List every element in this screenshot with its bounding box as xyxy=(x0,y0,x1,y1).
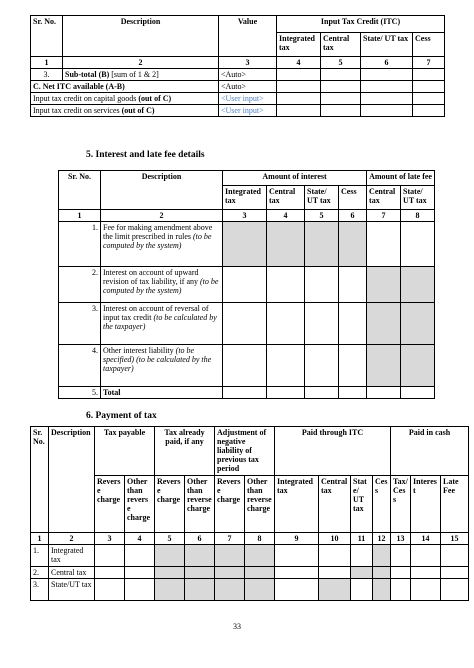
reverse-charge-header: Reverse charge xyxy=(215,476,245,533)
other-than-reverse-charge-header: Other than reverse charge xyxy=(245,476,275,533)
column-number: 4 xyxy=(267,210,305,222)
shaded-cell xyxy=(185,579,215,601)
cell[interactable] xyxy=(411,567,441,579)
row-description: Central tax xyxy=(49,567,95,579)
itc-header: Input Tax Credit (ITC) xyxy=(277,16,445,33)
shaded-cell xyxy=(215,545,245,567)
late-fee-header: Late Fee xyxy=(441,476,469,533)
column-number: 2 xyxy=(101,210,223,222)
cell[interactable] xyxy=(267,267,305,303)
central-tax-header: Central tax xyxy=(321,33,361,57)
shaded-cell xyxy=(367,345,401,387)
section-5-title: 5. Interest and late fee details xyxy=(86,150,205,160)
cell[interactable] xyxy=(339,303,367,345)
row-description: State/UT tax xyxy=(49,579,95,601)
state-ut-tax-header: State/ UT tax xyxy=(305,186,339,210)
cell[interactable] xyxy=(95,567,125,579)
row-description: Integrated tax xyxy=(49,545,95,567)
cell[interactable] xyxy=(401,387,435,399)
shaded-cell xyxy=(373,567,391,579)
central-tax-header: Central tax xyxy=(367,186,401,210)
cell[interactable] xyxy=(413,105,445,117)
row-description xyxy=(101,267,223,303)
column-number: 2 xyxy=(63,57,219,69)
shaded-cell xyxy=(245,567,275,579)
cell[interactable] xyxy=(125,579,155,601)
column-number: 5 xyxy=(321,57,361,69)
cell[interactable] xyxy=(361,105,413,117)
payment-of-tax-table xyxy=(30,426,469,601)
cell[interactable] xyxy=(277,81,321,93)
cell[interactable] xyxy=(223,387,267,399)
cell[interactable] xyxy=(351,545,373,567)
column-number: 11 xyxy=(351,533,373,545)
description-header: Description xyxy=(101,171,223,210)
column-number: 6 xyxy=(185,533,215,545)
cell[interactable] xyxy=(267,303,305,345)
cell[interactable] xyxy=(267,345,305,387)
row-description-bold: (out of C) xyxy=(138,94,172,103)
cell[interactable] xyxy=(277,93,321,105)
state-ut-tax-header: State/ UT tax xyxy=(401,186,435,210)
row-description-text: Interest on account of upward revision of tax liability, if any xyxy=(103,268,201,286)
column-number: 1 xyxy=(31,57,63,69)
shaded-cell xyxy=(373,545,391,567)
page-number: 33 xyxy=(233,622,241,631)
column-number: 7 xyxy=(367,210,401,222)
interest-late-fee-table xyxy=(58,170,435,399)
shaded-cell xyxy=(155,567,185,579)
cell[interactable] xyxy=(401,222,435,267)
table-row xyxy=(59,345,435,387)
sr-no-header: Sr. No. xyxy=(31,427,49,533)
cell[interactable] xyxy=(223,345,267,387)
cell[interactable] xyxy=(441,579,469,601)
shaded-cell xyxy=(319,579,351,601)
column-number-row xyxy=(31,533,469,545)
column-number: 7 xyxy=(215,533,245,545)
cell[interactable] xyxy=(367,222,401,267)
column-number: 6 xyxy=(361,57,413,69)
reverse-charge-header: Reverse charge xyxy=(155,476,185,533)
column-number: 14 xyxy=(411,533,441,545)
cell[interactable] xyxy=(321,105,361,117)
shaded-cell xyxy=(401,303,435,345)
cell[interactable] xyxy=(391,545,411,567)
row-description-rest: [sum of 1 & 2] xyxy=(109,70,159,79)
table-row xyxy=(31,81,445,93)
column-number: 8 xyxy=(401,210,435,222)
cell[interactable] xyxy=(411,545,441,567)
column-number: 9 xyxy=(275,533,319,545)
shaded-cell xyxy=(367,303,401,345)
cell[interactable] xyxy=(351,579,373,601)
row-description xyxy=(31,105,219,117)
cess-header: Cess xyxy=(413,33,445,57)
description-header: Description xyxy=(49,427,95,533)
column-number: 1 xyxy=(59,210,101,222)
shaded-cell xyxy=(401,345,435,387)
column-number: 5 xyxy=(155,533,185,545)
column-number: 4 xyxy=(277,57,321,69)
row-sr: 3. xyxy=(59,303,101,345)
column-number: 15 xyxy=(441,533,469,545)
cell[interactable] xyxy=(125,567,155,579)
adjustment-negative-liability-header: Adjustment of negative liability of previous tax period xyxy=(215,427,275,476)
tax-cess-header: Tax/ Cess xyxy=(391,476,411,533)
shaded-cell xyxy=(305,222,339,267)
state-ut-tax-header: State/ UT tax xyxy=(351,476,373,533)
row-description xyxy=(101,345,223,387)
row-description: Total xyxy=(101,387,223,399)
shaded-cell xyxy=(185,567,215,579)
cell[interactable] xyxy=(305,303,339,345)
row-sr: 3. xyxy=(31,579,49,601)
cell[interactable] xyxy=(391,579,411,601)
cell[interactable] xyxy=(223,267,267,303)
section-6-title: 6. Payment of tax xyxy=(86,411,157,421)
row-description-bold: (out of C) xyxy=(121,106,155,115)
cell[interactable] xyxy=(441,567,469,579)
row-description xyxy=(31,93,219,105)
row-description-text: Input tax credit on capital goods xyxy=(33,94,139,103)
table-row xyxy=(59,387,435,399)
column-number: 5 xyxy=(305,210,339,222)
column-number: 3 xyxy=(223,210,267,222)
cell[interactable] xyxy=(321,93,361,105)
cess-header: Cess xyxy=(373,476,391,533)
table-row xyxy=(31,105,445,117)
shaded-cell xyxy=(155,579,185,601)
shaded-cell xyxy=(401,267,435,303)
table-row xyxy=(31,579,469,601)
row-description-text: Interest on account of reversal of input tax credit xyxy=(103,304,209,322)
cell[interactable] xyxy=(321,69,361,81)
integrated-tax-header: Integrated tax xyxy=(277,33,321,57)
cell[interactable] xyxy=(305,387,339,399)
cell[interactable] xyxy=(223,303,267,345)
state-ut-tax-header: State/ UT tax xyxy=(361,33,413,57)
cell[interactable] xyxy=(275,579,319,601)
cell[interactable] xyxy=(319,545,351,567)
cell[interactable] xyxy=(339,345,367,387)
shaded-cell xyxy=(373,579,391,601)
cell[interactable] xyxy=(125,545,155,567)
cell[interactable] xyxy=(361,81,413,93)
cell[interactable] xyxy=(95,579,125,601)
table-row xyxy=(31,69,445,81)
sr-no-header: Sr. No. xyxy=(31,16,63,57)
column-number: 13 xyxy=(391,533,411,545)
row-description-bold: Sub-total (B) xyxy=(65,70,110,79)
row-sr: 5. xyxy=(59,387,101,399)
cell[interactable] xyxy=(339,267,367,303)
row-description-text: Fee for making amendment above the limit prescribed in rules xyxy=(103,223,213,241)
cell[interactable] xyxy=(411,579,441,601)
row-description xyxy=(101,303,223,345)
cess-header: Cess xyxy=(339,186,367,210)
row-sr: 3. xyxy=(31,69,63,81)
user-input-cell[interactable]: <User input> xyxy=(219,93,277,105)
column-number: 4 xyxy=(125,533,155,545)
cell[interactable] xyxy=(339,387,367,399)
row-sr: 1. xyxy=(31,545,49,567)
shaded-cell xyxy=(339,222,367,267)
row-sr: 2. xyxy=(59,267,101,303)
shaded-cell xyxy=(245,579,275,601)
integrated-tax-header: Integrated tax xyxy=(275,476,319,533)
shaded-cell xyxy=(185,545,215,567)
cell[interactable] xyxy=(305,345,339,387)
column-number: 12 xyxy=(373,533,391,545)
column-number: 6 xyxy=(339,210,367,222)
row-note: (to be computed by the system) xyxy=(103,232,212,250)
shaded-cell xyxy=(215,567,245,579)
cell[interactable] xyxy=(413,69,445,81)
value-header: Value xyxy=(219,16,277,57)
cell[interactable] xyxy=(275,545,319,567)
sr-no-header: Sr. No. xyxy=(59,171,101,210)
integrated-tax-header: Integrated tax xyxy=(223,186,267,210)
row-sr: 1. xyxy=(59,222,101,267)
cell[interactable] xyxy=(267,387,305,399)
column-number: 3 xyxy=(95,533,125,545)
value-cell: <Auto> xyxy=(219,81,277,93)
column-number: 3 xyxy=(219,57,277,69)
row-note: (to be computed by the system) xyxy=(103,277,219,295)
column-number-row xyxy=(59,210,435,222)
table-row xyxy=(31,545,469,567)
cell[interactable] xyxy=(361,69,413,81)
cell[interactable] xyxy=(321,81,361,93)
table-row xyxy=(31,567,469,579)
column-number: 8 xyxy=(245,533,275,545)
row-description-text: Input tax credit on services xyxy=(33,106,122,115)
shaded-cell xyxy=(215,579,245,601)
paid-through-itc-header: Paid through ITC xyxy=(275,427,391,476)
table-row xyxy=(59,303,435,345)
row-note: (to be calculated by the taxpayer) xyxy=(103,313,217,331)
shaded-cell xyxy=(223,222,267,267)
shaded-cell xyxy=(351,567,373,579)
paid-in-cash-header: Paid in cash xyxy=(391,427,469,476)
row-sr: 2. xyxy=(31,567,49,579)
table-row xyxy=(31,93,445,105)
shaded-cell xyxy=(367,267,401,303)
cell[interactable] xyxy=(275,567,319,579)
row-note: (to be specified) (to be calculated by the taxpayer) xyxy=(103,346,212,373)
cell[interactable] xyxy=(441,545,469,567)
shaded-cell xyxy=(267,222,305,267)
tax-payable-header: Tax payable xyxy=(95,427,155,476)
cell[interactable] xyxy=(95,545,125,567)
column-number-row xyxy=(31,57,445,69)
reverse-charge-header: Reverse charge xyxy=(95,476,125,533)
central-tax-header: Central tax xyxy=(267,186,305,210)
shaded-cell xyxy=(245,545,275,567)
amount-of-late-fee-header: Amount of late fee xyxy=(367,171,435,186)
user-input-cell[interactable]: <User input> xyxy=(219,105,277,117)
row-description xyxy=(63,69,219,81)
column-number: 2 xyxy=(49,533,95,545)
cell[interactable] xyxy=(413,81,445,93)
other-than-reverse-charge-header: Other than reverse charge xyxy=(185,476,215,533)
row-description xyxy=(101,222,223,267)
cell[interactable] xyxy=(305,267,339,303)
cell[interactable] xyxy=(277,69,321,81)
value-cell: <Auto> xyxy=(219,69,277,81)
itc-summary-table xyxy=(30,15,445,117)
table-row xyxy=(59,267,435,303)
column-number: 10 xyxy=(319,533,351,545)
column-number: 1 xyxy=(31,533,49,545)
table-row xyxy=(59,222,435,267)
cell[interactable] xyxy=(413,93,445,105)
cell[interactable] xyxy=(391,567,411,579)
cell[interactable] xyxy=(367,387,401,399)
interest-header: Interest xyxy=(411,476,441,533)
amount-of-interest-header: Amount of interest xyxy=(223,171,367,186)
cell[interactable] xyxy=(361,93,413,105)
cell[interactable] xyxy=(319,567,351,579)
row-description: C. Net ITC available (A-B) xyxy=(31,81,219,93)
description-header: Description xyxy=(63,16,219,57)
central-tax-header: Central tax xyxy=(319,476,351,533)
tax-already-paid-header: Tax already paid, if any xyxy=(155,427,215,476)
row-sr: 4. xyxy=(59,345,101,387)
row-description-text: Other interest liability xyxy=(103,346,176,355)
column-number: 7 xyxy=(413,57,445,69)
cell[interactable] xyxy=(277,105,321,117)
other-than-reverse-charge-header: Other than revers e charge xyxy=(125,476,155,533)
shaded-cell xyxy=(155,545,185,567)
